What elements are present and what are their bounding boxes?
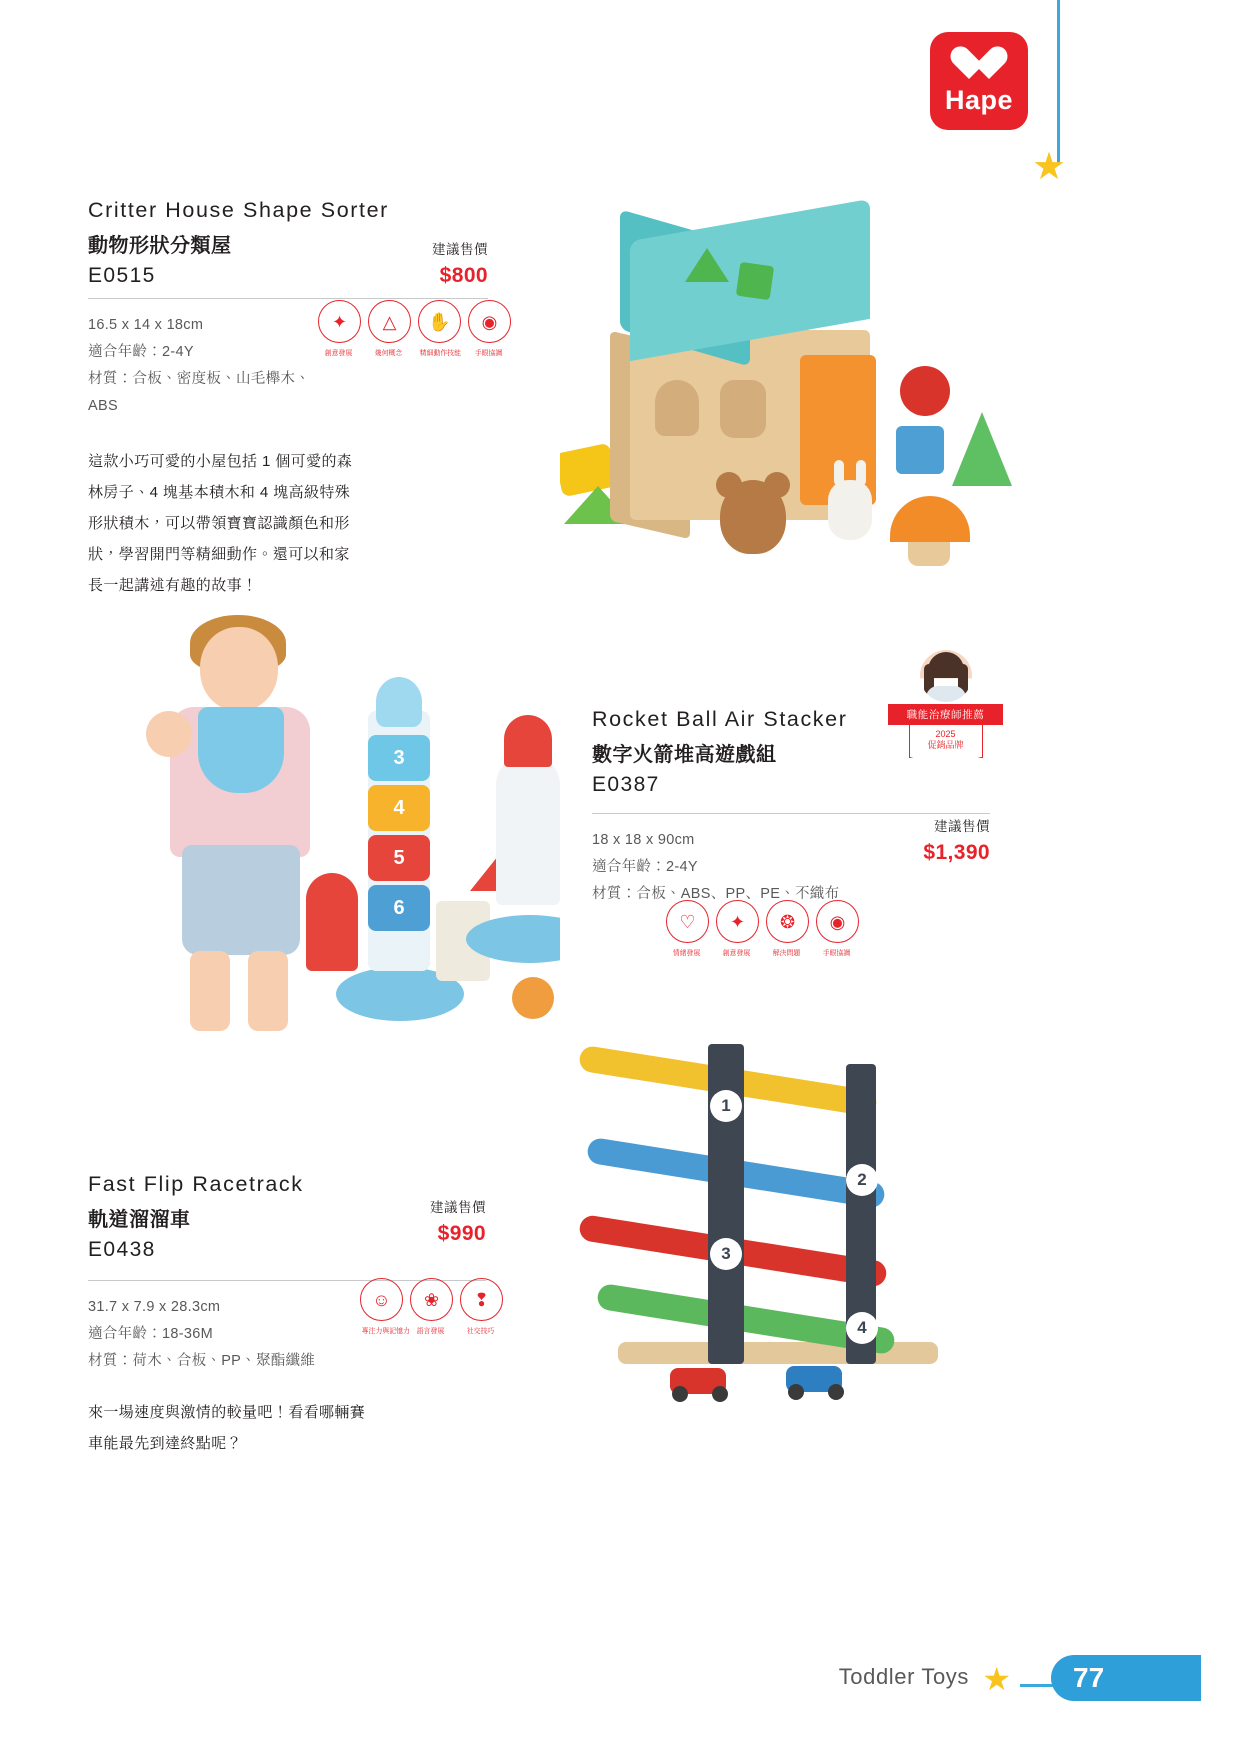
therapist-recommendation-badge (888, 650, 1003, 758)
toy-mushroom-stem (908, 538, 950, 566)
benefit-icon-item (360, 1278, 410, 1336)
benefit-icon-label: 手眼協調 (822, 948, 851, 957)
house-shape-hole (720, 380, 766, 438)
toy-rocket-nose (504, 715, 552, 767)
spec-material: 材質：荷木、合板、PP、聚酯纖維 (88, 1353, 316, 1369)
benefit-icon-label: 解決問題 (772, 948, 801, 957)
product-code: E0438 (88, 1238, 156, 1261)
page-number: 77 (1051, 1655, 1201, 1701)
benefit-icon-label: 創意發展 (324, 348, 353, 357)
stacker-segment: 5 (368, 835, 430, 881)
badge-year: 2025 (935, 729, 956, 739)
benefit-icon-label: 專注力與記憶力 (361, 1326, 410, 1335)
product-zh-name: 數字火箭堆高遊戲組 (592, 744, 777, 766)
creativity-icon: ✦ (318, 300, 361, 343)
badge-ribbon (909, 725, 983, 758)
spec-material: 材質：合板、ABS、PP、PE、不織布 (592, 886, 840, 902)
hand-eye-icon: ◉ (816, 900, 859, 943)
brand-name: Hape (944, 84, 1014, 115)
track-number: 2 (846, 1164, 878, 1196)
benefit-icon-label: 社交技巧 (466, 1326, 495, 1335)
toy-tree (952, 412, 1012, 486)
problem-solving-icon: ❂ (766, 900, 809, 943)
avatar-coat (926, 686, 966, 702)
product-image-rocket-stacker (140, 615, 560, 1045)
toy-block-blue (896, 426, 944, 474)
benefit-icon-label: 情緒發展 (672, 948, 701, 957)
price-block (430, 1196, 486, 1246)
spec-age: 適合年齡：2-4Y (88, 344, 194, 360)
child-bib (198, 707, 284, 793)
spec-material: 材質：合板、密度板、山毛櫸木、ABS (88, 371, 310, 414)
product-en-name: Rocket Ball Air Stacker (592, 707, 848, 731)
track-number: 3 (710, 1238, 742, 1270)
language-icon: ❀ (410, 1278, 453, 1321)
spec-age: 適合年齡：2-4Y (592, 859, 698, 875)
product-code: E0387 (592, 773, 660, 796)
benefit-icon-label: 創意發展 (722, 948, 751, 957)
benefit-icons-rocket-stacker (666, 900, 857, 958)
hape-logo (930, 32, 1028, 130)
price-label: 建議售價 (934, 819, 990, 834)
product-specs (88, 312, 318, 420)
product-specs (88, 1294, 348, 1375)
stacker-top-ball (376, 677, 422, 727)
toy-bear (720, 480, 786, 554)
benefit-icon-label: 幾何概念 (374, 348, 403, 357)
benefit-icon-item (460, 1278, 501, 1336)
benefit-icon-label: 語言發展 (416, 1326, 445, 1335)
divider (592, 813, 990, 814)
divider (88, 298, 488, 299)
toy-rocket-red (306, 873, 358, 971)
benefit-icons-racetrack (360, 1278, 501, 1336)
price-label: 建議售價 (430, 1200, 486, 1215)
hand-eye-icon: ◉ (468, 300, 511, 343)
benefit-icons-critter-house (318, 300, 509, 358)
benefit-icon-item (368, 300, 409, 358)
price-block (923, 815, 990, 865)
shapes-icon: △ (368, 300, 411, 343)
spec-size: 31.7 x 7.9 x 28.3cm (88, 1299, 221, 1315)
focus-icon: ☺ (360, 1278, 403, 1321)
product-code: E0515 (88, 264, 156, 287)
price-value: $800 (439, 264, 488, 287)
roof-triangle-hole (685, 248, 729, 282)
fine-motor-icon: ✋ (418, 300, 461, 343)
toy-rocket-body (496, 755, 560, 905)
star-icon-top: ★ (1032, 146, 1067, 188)
product-block-critter-house (88, 198, 488, 601)
toy-apple (900, 366, 950, 416)
child-arm (146, 711, 192, 757)
spec-size: 18 x 18 x 90cm (592, 832, 695, 848)
price-value: $990 (437, 1222, 486, 1245)
social-icon: ❢ (460, 1278, 503, 1321)
benefit-icon-item (468, 300, 509, 358)
price-block (432, 238, 488, 288)
benefit-icon-item (410, 1278, 451, 1336)
badge-title: 職能治療師推薦 (888, 704, 1003, 725)
logo-connector-line (1057, 0, 1060, 165)
benefit-icon-item (318, 300, 359, 358)
child-leg (248, 951, 288, 1031)
benefit-icon-item (766, 900, 807, 958)
footer-section-label: Toddler Toys (838, 1664, 969, 1689)
benefit-icon-item (418, 300, 462, 358)
stacker-segment: 4 (368, 785, 430, 831)
track-number: 1 (710, 1090, 742, 1122)
benefit-icon-label: 手眼協調 (474, 348, 503, 357)
toy-rabbit (828, 480, 872, 540)
benefit-icon-item (816, 900, 857, 958)
spec-size: 16.5 x 14 x 18cm (88, 317, 204, 333)
benefit-icon-item (666, 900, 707, 958)
badge-sub: 促銷品牌 (927, 740, 964, 750)
emotion-icon: ♡ (666, 900, 709, 943)
price-value: $1,390 (923, 841, 990, 864)
benefit-icon-item (716, 900, 757, 958)
ball-orange (512, 977, 554, 1019)
benefit-icon-label: 精細動作技能 (419, 348, 462, 357)
creativity-icon: ✦ (716, 900, 759, 943)
product-description: 來一場速度與激情的較量吧！看看哪輛賽車能最先到達終點呢？ (88, 1404, 366, 1452)
track-number: 4 (846, 1312, 878, 1344)
therapist-avatar (920, 650, 972, 702)
star-icon-footer: ★ (982, 1661, 1011, 1697)
product-description: 這款小巧可愛的小屋包括 1 個可愛的森林房子、4 塊基本積木和 4 塊高級特殊形狀積木，可以帶領寶寶認識顏色和形狀，學習開門等精細動作。還可以和家長一起講述有趣的故事！ (88, 453, 353, 594)
child-pants (182, 845, 300, 955)
toy-mushroom-cap (890, 496, 970, 542)
product-zh-name: 動物形狀分類屋 (88, 235, 232, 257)
price-label: 建議售價 (432, 242, 488, 257)
child-head (200, 627, 278, 711)
product-zh-name: 軌道溜溜車 (88, 1209, 191, 1231)
heart-icon (959, 47, 999, 83)
product-image-critter-house (560, 180, 1040, 600)
product-image-racetrack (560, 1020, 1040, 1440)
spec-age: 適合年齡：18-36M (88, 1326, 213, 1342)
roof-square-hole (736, 262, 774, 300)
house-shape-hole (655, 380, 699, 436)
product-en-name: Critter House Shape Sorter (88, 198, 389, 222)
product-en-name: Fast Flip Racetrack (88, 1172, 304, 1196)
child-leg (190, 951, 230, 1031)
stacker-segment: 6 (368, 885, 430, 931)
product-specs (592, 827, 892, 908)
stacker-segment: 3 (368, 735, 430, 781)
